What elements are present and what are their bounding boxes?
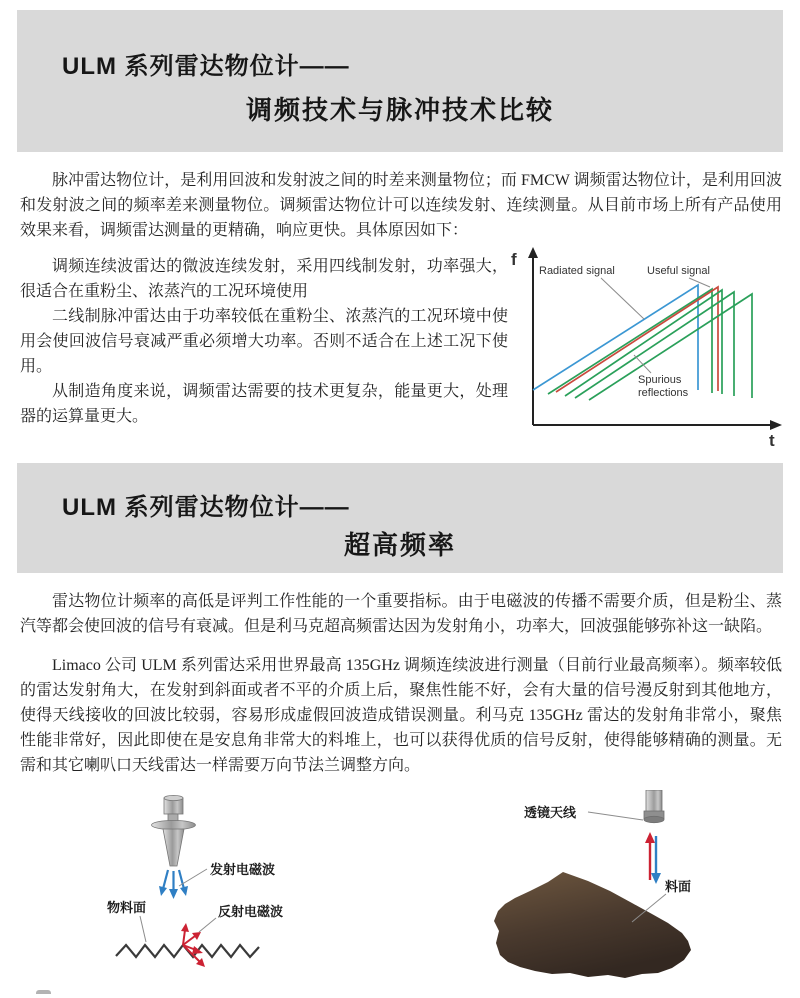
useful-signal-line: [556, 287, 718, 392]
pile-surface-label: 料面: [665, 879, 692, 894]
section2-title-line2: 超高频率: [343, 530, 456, 560]
section1-points: [20, 254, 508, 429]
cutoff-fragment: [36, 990, 51, 994]
paragraph: 雷达物位计频率的高低是评判工作性能的一个重要指标。由于电磁波的传播不需要介质，但是粉尘、蒸汽等都会使回波的信号有衰减。但是利马克超高频雷达因为发射角小，功率大，回波强能够弥补这一缺陷。: [20, 593, 782, 635]
signal-down-arrow: [651, 836, 661, 884]
y-axis-label: f: [511, 250, 517, 269]
emit-wave-label: 发射电磁波: [210, 862, 276, 877]
reflect-wave-label: 反射电磁波: [218, 904, 284, 919]
lens-antenna-icon: [644, 790, 664, 823]
paragraph: 二线制脉冲雷达由于功率较低在重粉尘、浓蒸汽的工况环境中使用会使回波信号衰减严重必须增大功率。否则不适合在上述工况下使用。: [20, 308, 508, 375]
paragraph: 脉冲雷达物位计，是利用回波和发射波之间的时差来测量物位；而 FMCW 调频雷达物位计，是利用回波和发射波之间的频率差来测量物位。调频雷达物位计可以连续发射、连续测量。从目前市场上所有产品使用效果来看，调频雷达测量的更精确，响应更快。具体原因如下：: [20, 172, 782, 239]
material-pile: [494, 872, 691, 978]
spurious-label-line2: reflections: [638, 387, 689, 399]
section1-banner: [17, 10, 783, 152]
material-surface-label: 物料面: [107, 900, 147, 915]
paragraph: Limaco 公司 ULM 系列雷达采用世界最高 135GHz 调频连续波进行测量（目前行业最高频率）。频率较低的雷达发射角大，在发射到斜面或者不平的介质上后，聚焦性能不好，会有大量的信号漫反射到其他地方，使得天线接收的回波比较弱，容易形成虚假回波造成错误测量。利马克 135GHz 雷达的发射角非常小，聚焦性能非常好，因此即使在是安息角非常大的料堆上，也可以获得优质的信号反射，使得能够精确的测量。无需和其它喇叭口天线雷达一样需要万向节法兰调整方向。: [20, 657, 782, 774]
emitted-wave-arrows: [159, 870, 188, 899]
spurious-line-1: [548, 289, 712, 394]
lens-antenna-svg: [460, 790, 790, 998]
paragraph: 从制造角度来说，调频雷达需要的技术更复杂，能量更大，处理器的运算量更大。: [20, 383, 508, 425]
section1-intro: [20, 168, 782, 243]
diagram-left-pointers: [140, 869, 216, 942]
x-axis-label: t: [769, 431, 775, 450]
section2-title-line1: ULM 系列雷达物位计——: [62, 494, 350, 521]
horn-radar-svg: [60, 790, 340, 998]
echo-up-arrow: [645, 832, 655, 880]
section1-title-line2: 调频技术与脉冲技术比较: [245, 95, 554, 125]
radiated-signal-label: Radiated signal: [539, 265, 615, 277]
lens-antenna-diagram: [460, 790, 790, 998]
fmcw-signal-figure: [505, 243, 790, 453]
useful-signal-label: Useful signal: [647, 265, 710, 277]
section2-banner: [17, 463, 783, 573]
lens-antenna-label: 透镜天线: [524, 805, 577, 820]
paragraph: 调频连续波雷达的微波连续发射，采用四线制发射，功率强大，很适合在重粉尘、浓蒸汽的工况环境使用: [20, 258, 508, 300]
section2-text: [20, 589, 782, 778]
radar-device-icon: [152, 795, 196, 866]
horn-radar-diagram: [60, 790, 340, 998]
spurious-label-line1: Spurious: [638, 374, 682, 386]
section1-title-line1: ULM 系列雷达物位计——: [62, 53, 350, 80]
fmcw-signal-chart: [505, 243, 790, 453]
